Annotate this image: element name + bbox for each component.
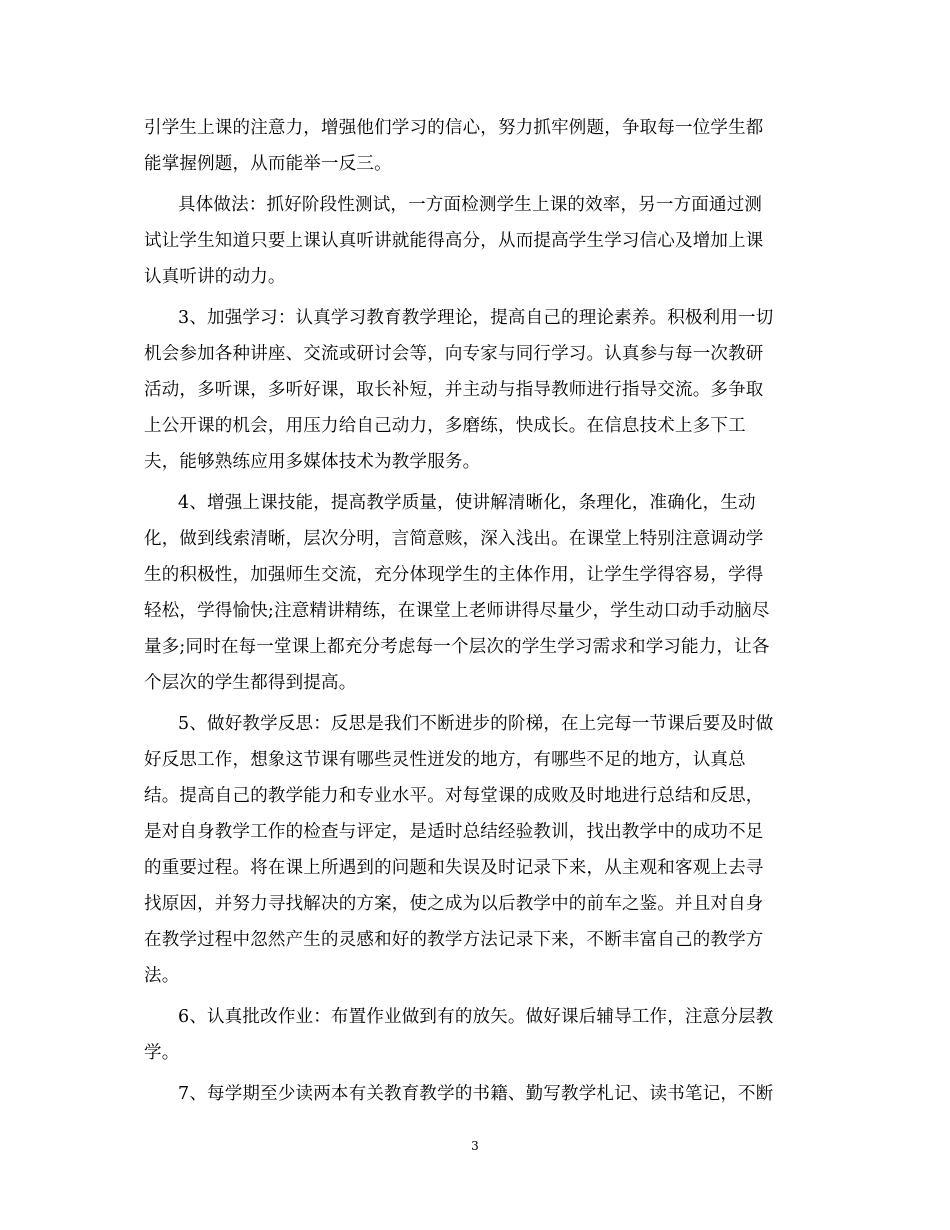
text-line: 能掌握例题，从而能举一反三。 [144, 154, 392, 174]
text-line: 轻松，学得愉快;注意精讲精练，在课堂上老师讲得尽量少，学生动口动手动脑尽 [144, 601, 770, 621]
paragraph-first-line: 6、认真批改作业：布置作业做到有的放矢。做好课后辅导工作，注意分层教 [178, 1007, 774, 1027]
text-line: 认真听讲的动力。 [144, 267, 286, 287]
paragraph-first-line: 7、每学期至少读两本有关教育教学的书籍、勤写教学札记、读书笔记，不断 [178, 1084, 774, 1104]
paragraph-first-line: 5、做好教学反思：反思是我们不断进步的阶梯，在上完每一节课后要及时做 [178, 714, 774, 734]
text-line: 的重要过程。将在课上所遇到的问题和失误及时记录下来，从主观和客观上去寻 [144, 858, 764, 878]
text-line: 是对自身教学工作的检查与评定，是适时总结经验教训，找出教学中的成功不足 [144, 822, 764, 842]
text-line: 量多;同时在每一堂课上都充分考虑每一个层次的学生学习需求和学习能力，让各 [144, 637, 770, 657]
text-line: 活动，多听课，多听好课，取长补短，并主动与指导教师进行指导交流。多争取 [144, 380, 764, 400]
paragraph-first-line: 具体做法：抓好阶段性测试，一方面检测学生上课的效率，另一方面通过测 [178, 195, 763, 215]
text-line: 好反思工作，想象这节课有哪些灵性迸发的地方，有哪些不足的地方，认真总 [144, 750, 746, 770]
text-line: 引学生上课的注意力，增强他们学习的信心，努力抓牢例题，争取每一位学生都 [144, 118, 764, 138]
text-line: 试让学生知道只要上课认真听讲就能得高分，从而提高学生学习信心及增加上课 [144, 231, 764, 251]
text-line: 在教学过程中忽然产生的灵感和好的教学方法记录下来，不断丰富自己的教学方 [144, 930, 764, 950]
text-line: 个层次的学生都得到提高。 [144, 673, 357, 693]
paragraph-first-line: 4、增强上课技能，提高教学质量，使讲解清晰化，条理化，准确化，生动 [178, 493, 756, 513]
paragraph-first-line: 3、加强学习：认真学习教育教学理论，提高自己的理论素养。积极利用一切 [178, 308, 774, 328]
text-line: 化，做到线索清晰，层次分明，言简意赅，深入浅出。在课堂上特别注意调动学 [144, 529, 764, 549]
text-line: 生的积极性，加强师生交流，充分体现学生的主体作用，让学生学得容易，学得 [144, 565, 764, 585]
text-line: 学。 [144, 1043, 180, 1063]
text-line: 结。提高自己的教学能力和专业水平。对每堂课的成败及时地进行总结和反思， [144, 786, 764, 806]
text-line: 找原因，并努力寻找解决的方案，使之成为以后教学中的前车之鉴。并且对自身 [144, 894, 764, 914]
text-line: 机会参加各种讲座、交流或研讨会等，向专家与同行学习。认真参与每一次教研 [144, 344, 764, 364]
text-line: 上公开课的机会，用压力给自己动力，多磨练，快成长。在信息技术上多下工 [144, 416, 746, 436]
page-number: 3 [471, 1139, 479, 1153]
text-line: 夫，能够熟练应用多媒体技术为教学服务。 [144, 452, 481, 472]
text-line: 法。 [144, 966, 180, 986]
